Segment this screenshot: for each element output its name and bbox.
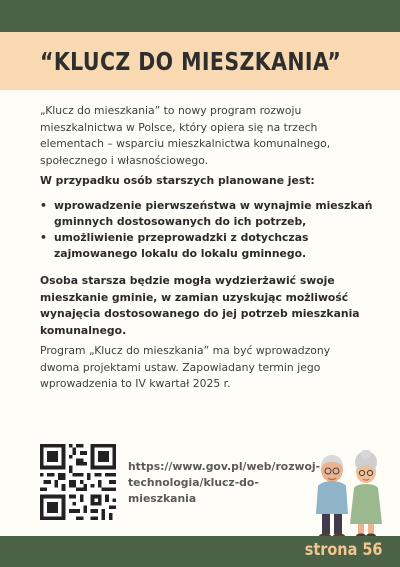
list-item: • wprowadzenie pierwszeństwa w wynajmie mieszkań gminnych dostosowanych do ich potrzeb, xyxy=(40,198,375,230)
elderly-woman-figure xyxy=(350,450,382,539)
plans-list xyxy=(40,198,375,262)
elderly-man-figure xyxy=(316,455,348,539)
program-paragraph: Program „Klucz do mieszkania” ma być wprowadzony dwoma projektami ustaw. Zapowiadany termin jego wprowadzenia to IV kwartał 2025 r. xyxy=(40,344,331,390)
elderly-couple-illustration xyxy=(306,450,390,540)
qr-code-icon[interactable] xyxy=(40,444,116,520)
program-link[interactable]: https://www.gov.pl/web/rozwoj-technologia/klucz-do-mieszkania xyxy=(128,460,321,505)
top-bar xyxy=(0,0,400,32)
page-number: strona 56 xyxy=(304,540,382,560)
lease-paragraph: Osoba starsza będzie mogła wydzierżawić swoje mieszkanie gminie, w zamian uzyskując możliwość wynajęcia dostosowanego do jej potrzeb mieszkania komunalnego. xyxy=(40,274,360,337)
seniors-subheading: W przypadku osób starszych planowane jest: xyxy=(40,174,315,187)
intro-paragraph: „Klucz do mieszkania” to nowy program rozwoju mieszkalnictwa w Polsce, który opiera się na trzech elementach – wsparciu mieszkalnictwa komunalnego, społecznego i własnościowego. xyxy=(40,104,331,167)
page-title: “KLUCZ DO MIESZKANIA” xyxy=(40,47,342,76)
list-item: • umożliwienie przeprowadzki z dotychczas zajmowanego lokalu do lokalu gminnego. xyxy=(40,230,375,262)
